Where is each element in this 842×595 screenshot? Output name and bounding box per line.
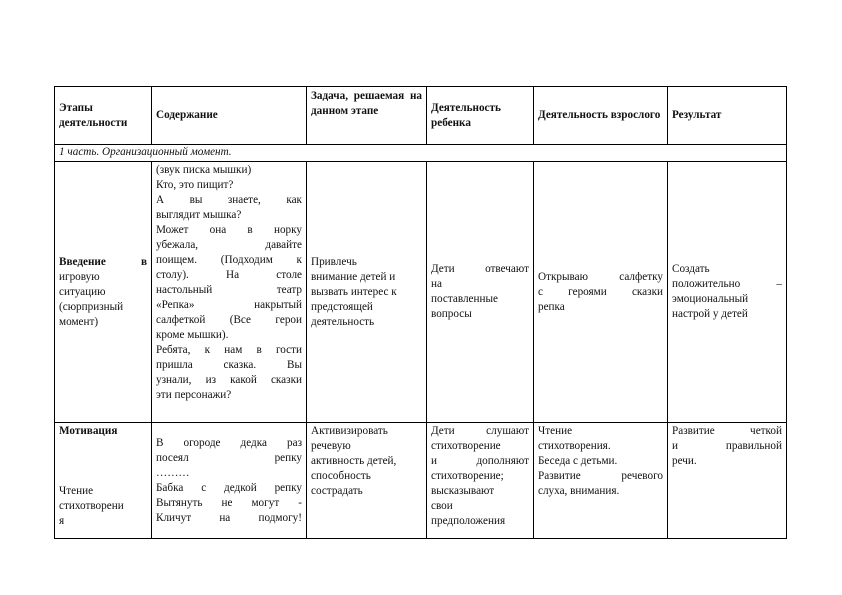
child-line: вопросы [431, 308, 472, 320]
content-line: Кто, это пищит? [156, 179, 234, 191]
header-child-activity: Деятельность ребенка [427, 87, 534, 145]
table-row [55, 423, 787, 539]
stage-line: ситуацию [59, 285, 106, 298]
content-line: Бабка с дедкой репку [156, 482, 302, 494]
stage-line: Чтение [59, 485, 94, 497]
content-line: салфеткой (Все герои [156, 314, 302, 326]
adult-line: Открываю салфетку [538, 270, 663, 283]
header-stages: Этапы деятельности [55, 87, 152, 145]
content-line: Ребята, к нам в гости [156, 344, 302, 356]
header-result: Результат [668, 87, 787, 145]
adult-activity-cell [534, 423, 668, 539]
child-activity-cell [427, 423, 534, 539]
part-title: 1 часть. Организационный момент. [55, 145, 787, 162]
content-line: столу). На столе [156, 269, 302, 281]
table-header-row [55, 87, 787, 145]
content-line: поищем. (Подходим к [156, 254, 302, 266]
child-line: свои [431, 500, 453, 512]
adult-line: Развитие речевого [538, 470, 663, 482]
table-row [55, 162, 787, 423]
result-line: положительно – [672, 278, 782, 290]
child-line: высказывают [431, 485, 495, 497]
adult-line: Чтение [538, 425, 573, 437]
stage-line: Введение в [59, 255, 147, 268]
task-cell [307, 162, 427, 423]
header-task: Задача, решаемая на данном этапе [307, 87, 427, 145]
content-line: узнали, из какой сказки [156, 374, 302, 386]
task-line: вызвать интерес к [311, 285, 397, 298]
part-row [55, 145, 787, 162]
content-line: А вы знаете, как [156, 194, 302, 206]
task-line: речевую [311, 440, 351, 452]
content-line: Кличут на подмогу! [156, 512, 302, 524]
child-line: на [431, 278, 442, 290]
stage-line: (сюрпризный [59, 300, 124, 313]
result-line: эмоциональный [672, 293, 749, 305]
adult-line: с героями сказки [538, 285, 663, 298]
task-line: внимание детей и [311, 270, 396, 283]
content-line: Вытянуть не могут - [156, 497, 302, 509]
stage-line: я [59, 515, 65, 527]
content-line: эти персонажи? [156, 389, 232, 401]
content-line: В огороде дедка раз [156, 437, 302, 449]
content-line: ……… [156, 467, 190, 479]
stage-line: момент) [59, 315, 99, 328]
content-line: «Репка» накрытый [156, 299, 302, 311]
stage-line: игровую [59, 270, 100, 283]
child-line: поставленные [431, 293, 498, 305]
adult-line: репка [538, 300, 565, 313]
task-line: сострадать [311, 485, 363, 497]
adult-activity-cell [534, 162, 668, 423]
task-line: Активизировать [311, 425, 388, 437]
content-line: Может она в норку [156, 224, 302, 236]
stage-cell [55, 162, 152, 423]
task-line: способность [311, 470, 371, 482]
content-line: кроме мышки). [156, 329, 229, 341]
content-cell [152, 162, 307, 423]
content-line: выглядит мышка? [156, 209, 242, 221]
header-content: Содержание [152, 87, 307, 145]
child-line: Дети отвечают [431, 263, 529, 275]
content-line: (звук писка мышки) [156, 164, 252, 176]
adult-line: стихотворения. [538, 440, 611, 452]
result-line: Создать [672, 263, 710, 275]
adult-line: Беседа с детьми. [538, 455, 618, 467]
result-line: настрой у детей [672, 308, 748, 320]
child-line: стихотворение; [431, 470, 504, 482]
task-cell [307, 423, 427, 539]
content-line: посеял репку [156, 452, 302, 464]
task-line: деятельность [311, 315, 375, 328]
child-line: Дети слушают [431, 425, 529, 437]
header-adult-activity: Деятельность взрослого [534, 87, 668, 145]
content-cell [152, 423, 307, 539]
task-line: активность детей, [311, 455, 397, 467]
lesson-plan-table [54, 86, 787, 539]
child-line: и дополняют [431, 455, 529, 467]
result-line: Развитие четкой [672, 425, 782, 437]
stage-cell [55, 423, 152, 539]
task-line: Привлечь [311, 255, 357, 268]
stage-title: Мотивация [59, 425, 118, 437]
stage-line: стихотворени [59, 500, 124, 512]
child-line: стихотворение [431, 440, 501, 452]
result-line: и правильной [672, 440, 782, 452]
child-line: предположения [431, 515, 506, 527]
child-activity-cell [427, 162, 534, 423]
content-line: убежала, давайте [156, 239, 302, 251]
content-line: пришла сказка. Вы [156, 359, 302, 371]
task-line: предстоящей [311, 300, 373, 313]
result-cell [668, 423, 787, 539]
result-line: речи. [672, 455, 697, 467]
result-cell [668, 162, 787, 423]
adult-line: слуха, внимания. [538, 485, 620, 497]
content-line: настольный театр [156, 284, 302, 296]
